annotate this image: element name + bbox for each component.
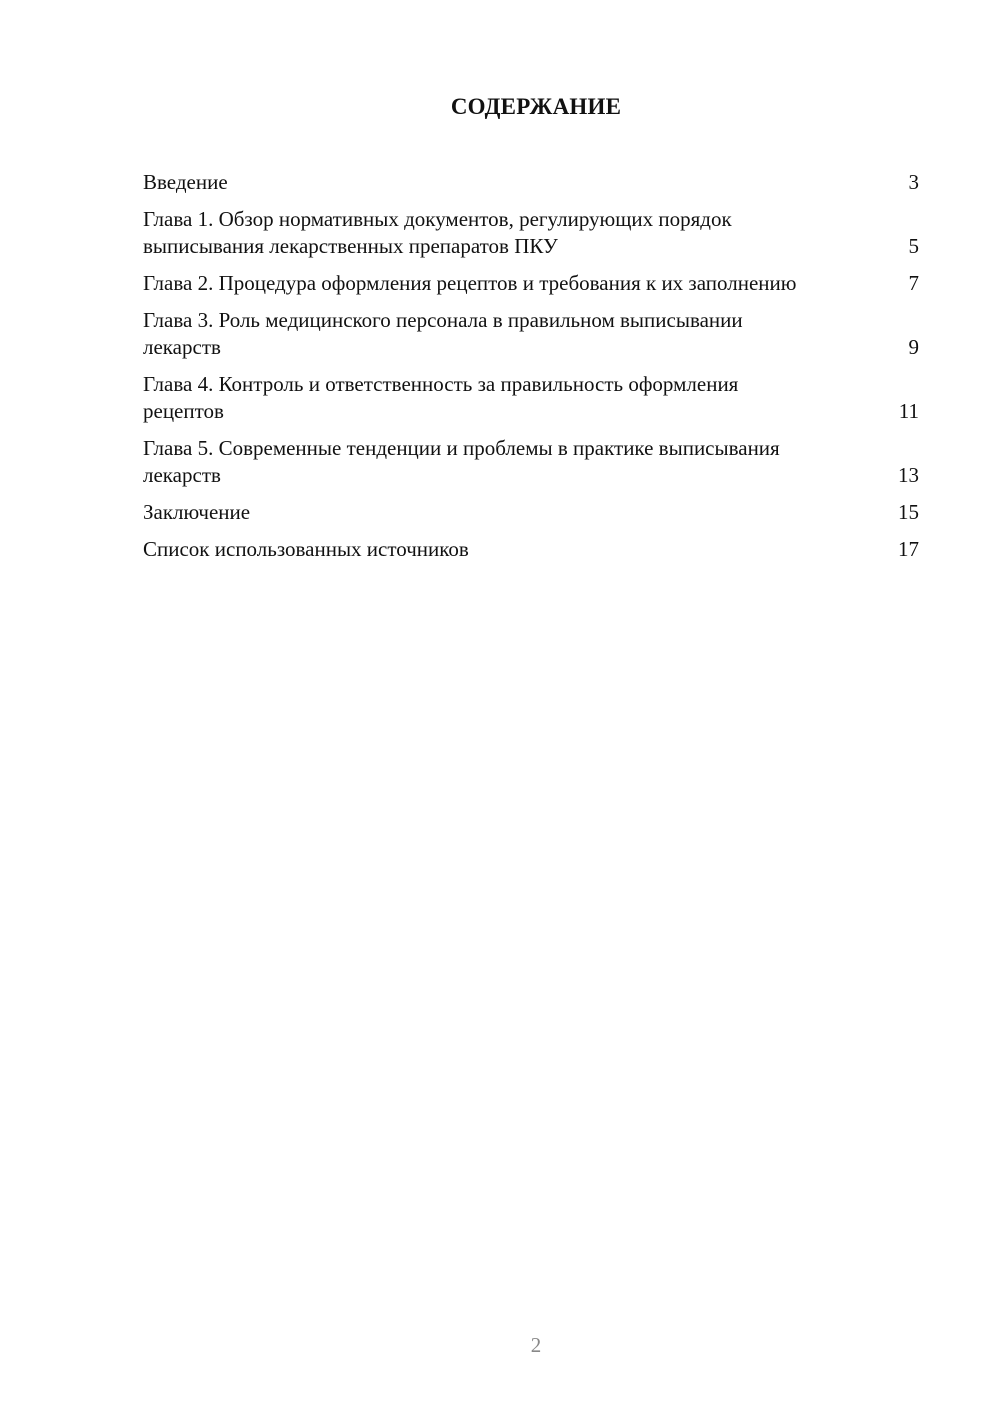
page-number: 2 [530,1333,542,1357]
toc-entry-conclusion [143,499,919,526]
toc-entry-chapter-5 [143,435,919,489]
toc-entry-label: Список использованных источников [143,537,469,561]
toc-entry-page: 15 [898,500,919,524]
toc-entry-page: 7 [908,271,919,295]
toc-entry-label: Глава 1. Обзор нормативных документов, регулирующих порядок выписывания лекарственных препаратов ПКУ [143,207,732,258]
toc-entry-chapter-2 [143,270,919,297]
toc-title: СОДЕРЖАНИЕ [450,94,622,119]
toc-entry-references [143,536,919,563]
toc-entry-chapter-4 [143,371,919,425]
toc-entry-page: 3 [908,170,919,194]
toc-entry-page: 5 [908,234,919,258]
toc-entry-page: 13 [898,463,919,487]
toc-entry-chapter-1 [143,206,919,260]
toc-entry-page: 11 [898,399,919,423]
toc-entry-label: Глава 5. Современные тенденции и проблемы в практике выписывания лекарств [143,436,780,487]
toc-entry-label: Введение [143,170,228,194]
toc-entry-introduction [143,169,919,196]
table-of-contents [143,169,919,573]
toc-entry-chapter-3 [143,307,919,361]
toc-entry-page: 9 [908,335,919,359]
toc-entry-page: 17 [898,537,919,561]
toc-entry-label: Заключение [143,500,251,524]
toc-entry-label: Глава 4. Контроль и ответственность за правильность оформления рецептов [143,372,739,423]
toc-entry-label: Глава 3. Роль медицинского персонала в правильном выписывании лекарств [143,308,743,359]
toc-entry-label: Глава 2. Процедура оформления рецептов и требования к их заполнению [143,271,797,295]
